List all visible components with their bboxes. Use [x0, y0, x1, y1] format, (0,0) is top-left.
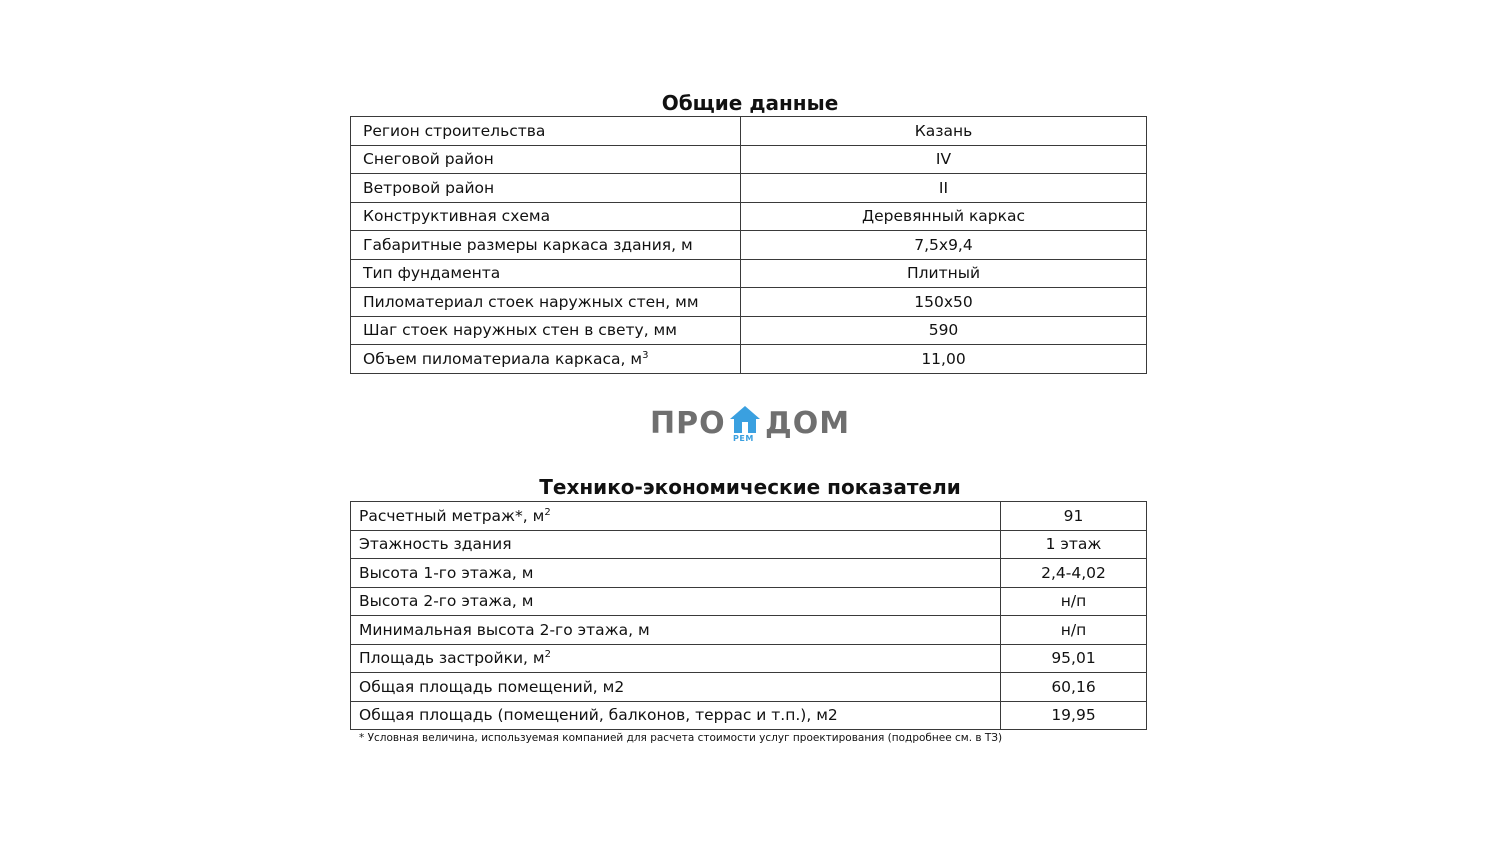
- row-label: Конструктивная схема: [351, 202, 741, 231]
- table-row: [351, 117, 1147, 146]
- row-label-text: Расчетный метраж*, м: [359, 506, 545, 525]
- row-value: 7,5x9,4: [741, 231, 1147, 260]
- tech-indicators-title: Технико-экономические показатели: [539, 475, 961, 499]
- row-value: Плитный: [741, 259, 1147, 288]
- table-row: [351, 316, 1147, 345]
- table-row: [351, 530, 1147, 559]
- general-data-title: Общие данные: [661, 91, 839, 115]
- row-value: 1 этаж: [1001, 530, 1147, 559]
- table-row: [351, 202, 1147, 231]
- row-label: Высота 2-го этажа, м: [351, 587, 1001, 616]
- row-value: 11,00: [741, 345, 1147, 374]
- table-row: [351, 259, 1147, 288]
- row-value: II: [741, 174, 1147, 203]
- row-value: н/п: [1001, 616, 1147, 645]
- row-label: Ветровой район: [351, 174, 741, 203]
- row-label: [351, 502, 1001, 531]
- unit-superscript: 2: [544, 506, 551, 518]
- table-row: [351, 231, 1147, 260]
- table-row: [351, 345, 1147, 374]
- tech-indicators-table: [350, 501, 1147, 730]
- company-logo: [650, 402, 850, 448]
- row-value: 19,95: [1001, 701, 1147, 730]
- row-label: Шаг стоек наружных стен в свету, мм: [351, 316, 741, 345]
- table-row: [351, 288, 1147, 317]
- row-label: Этажность здания: [351, 530, 1001, 559]
- table-row: [351, 587, 1147, 616]
- row-value: 2,4-4,02: [1001, 559, 1147, 588]
- table-row: [351, 616, 1147, 645]
- table-row: [351, 673, 1147, 702]
- row-label-text: Площадь застройки, м: [359, 649, 545, 668]
- row-label: Пиломатериал стоек наружных стен, мм: [351, 288, 741, 317]
- row-label: Тип фундамента: [351, 259, 741, 288]
- row-label: Общая площадь (помещений, балконов, террас и т.п.), м2: [351, 701, 1001, 730]
- row-label: Высота 1-го этажа, м: [351, 559, 1001, 588]
- row-value: 91: [1001, 502, 1147, 531]
- row-label: Общая площадь помещений, м2: [351, 673, 1001, 702]
- logo-word-right: ДОМ: [765, 406, 851, 441]
- row-label-text: Объем пиломатериала каркаса, м: [363, 349, 643, 368]
- general-data-table: [350, 116, 1147, 374]
- footnote: * Условная величина, используемая компанией для расчета стоимости услуг проектирования (подробнее см. в ТЗ): [359, 732, 1003, 744]
- row-label: [351, 345, 741, 374]
- row-value: 590: [741, 316, 1147, 345]
- unit-superscript: 2: [544, 649, 551, 661]
- logo-word-left: ПРО: [650, 406, 726, 441]
- table-row: [351, 559, 1147, 588]
- table-row: [351, 644, 1147, 673]
- logo-subtext: РЕМ: [733, 434, 754, 443]
- row-value: 95,01: [1001, 644, 1147, 673]
- row-value: Деревянный каркас: [741, 202, 1147, 231]
- table-row: [351, 145, 1147, 174]
- table-row: [351, 174, 1147, 203]
- row-value: Казань: [741, 117, 1147, 146]
- row-label: [351, 644, 1001, 673]
- table-row: [351, 502, 1147, 531]
- row-label: Габаритные размеры каркаса здания, м: [351, 231, 741, 260]
- row-value: IV: [741, 145, 1147, 174]
- row-label: Минимальная высота 2-го этажа, м: [351, 616, 1001, 645]
- unit-superscript: 3: [642, 349, 649, 361]
- row-value: н/п: [1001, 587, 1147, 616]
- row-value: 150x50: [741, 288, 1147, 317]
- table-row: [351, 701, 1147, 730]
- row-label: Регион строительства: [351, 117, 741, 146]
- row-label: Снеговой район: [351, 145, 741, 174]
- house-icon: [728, 404, 762, 436]
- row-value: 60,16: [1001, 673, 1147, 702]
